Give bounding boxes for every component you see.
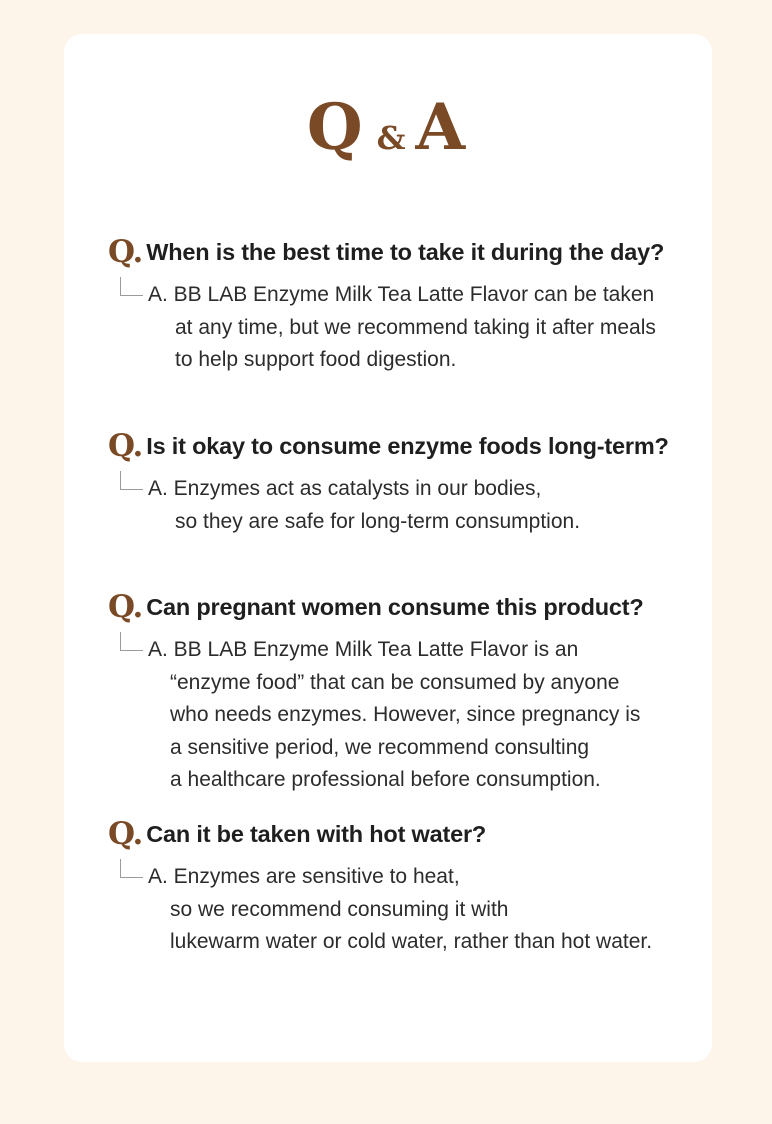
answer-block — [108, 473, 712, 538]
title-a: A — [415, 90, 466, 165]
question-text: Is it okay to consume enzyme foods long-term? — [146, 432, 669, 459]
answer-line: a healthcare professional before consumption. — [170, 768, 601, 791]
answer-line: a sensitive period, we recommend consulting — [170, 735, 590, 759]
answer-line: so they are safe for long-term consumption. — [175, 509, 581, 533]
answer-line: A. Enzymes are sensitive to heat, — [148, 865, 460, 888]
answer-line: lukewarm water or cold water, rather than hot water. — [170, 930, 653, 953]
answer-line: “enzyme food” that can be consumed by anyone — [170, 670, 620, 694]
q-marker: Q. — [108, 589, 143, 625]
title-ampersand: & — [376, 119, 406, 157]
question-text: Can pregnant women consume this product? — [146, 593, 644, 620]
answer-line: A. BB LAB Enzyme Milk Tea Latte Flavor can be taken — [148, 283, 655, 306]
answer-connector-icon — [120, 277, 143, 296]
qa-title — [0, 90, 772, 165]
q-marker: Q. — [108, 816, 143, 852]
answer-connector-icon — [120, 632, 143, 651]
answer-block — [108, 279, 712, 377]
q-marker: Q. — [108, 234, 143, 270]
question-row — [108, 814, 712, 854]
question-row — [108, 232, 712, 272]
question-row — [108, 587, 712, 627]
answer-line: to help support food digestion. — [175, 348, 457, 371]
answer-line: who needs enzymes. However, since pregnancy is — [170, 703, 641, 726]
answer-line: A. Enzymes act as catalysts in our bodies, — [148, 477, 542, 500]
question-text: When is the best time to take it during the day? — [146, 238, 665, 265]
answer-line: at any time, but we recommend taking it after meals — [175, 315, 656, 339]
qa-item-1 — [108, 232, 712, 377]
answer-connector-icon — [120, 859, 143, 878]
q-marker: Q. — [108, 428, 143, 464]
answer-line: A. BB LAB Enzyme Milk Tea Latte Flavor is an — [148, 638, 579, 661]
question-text: Can it be taken with hot water? — [146, 820, 487, 847]
qa-item-3 — [108, 587, 712, 797]
answer-line: so we recommend consuming it with — [170, 897, 509, 921]
question-row — [108, 426, 712, 466]
answer-block — [108, 861, 712, 959]
answer-connector-icon — [120, 471, 143, 490]
qa-item-4 — [108, 814, 712, 959]
qa-item-2 — [108, 426, 712, 538]
title-q: Q — [306, 90, 363, 165]
answer-block — [108, 634, 712, 797]
